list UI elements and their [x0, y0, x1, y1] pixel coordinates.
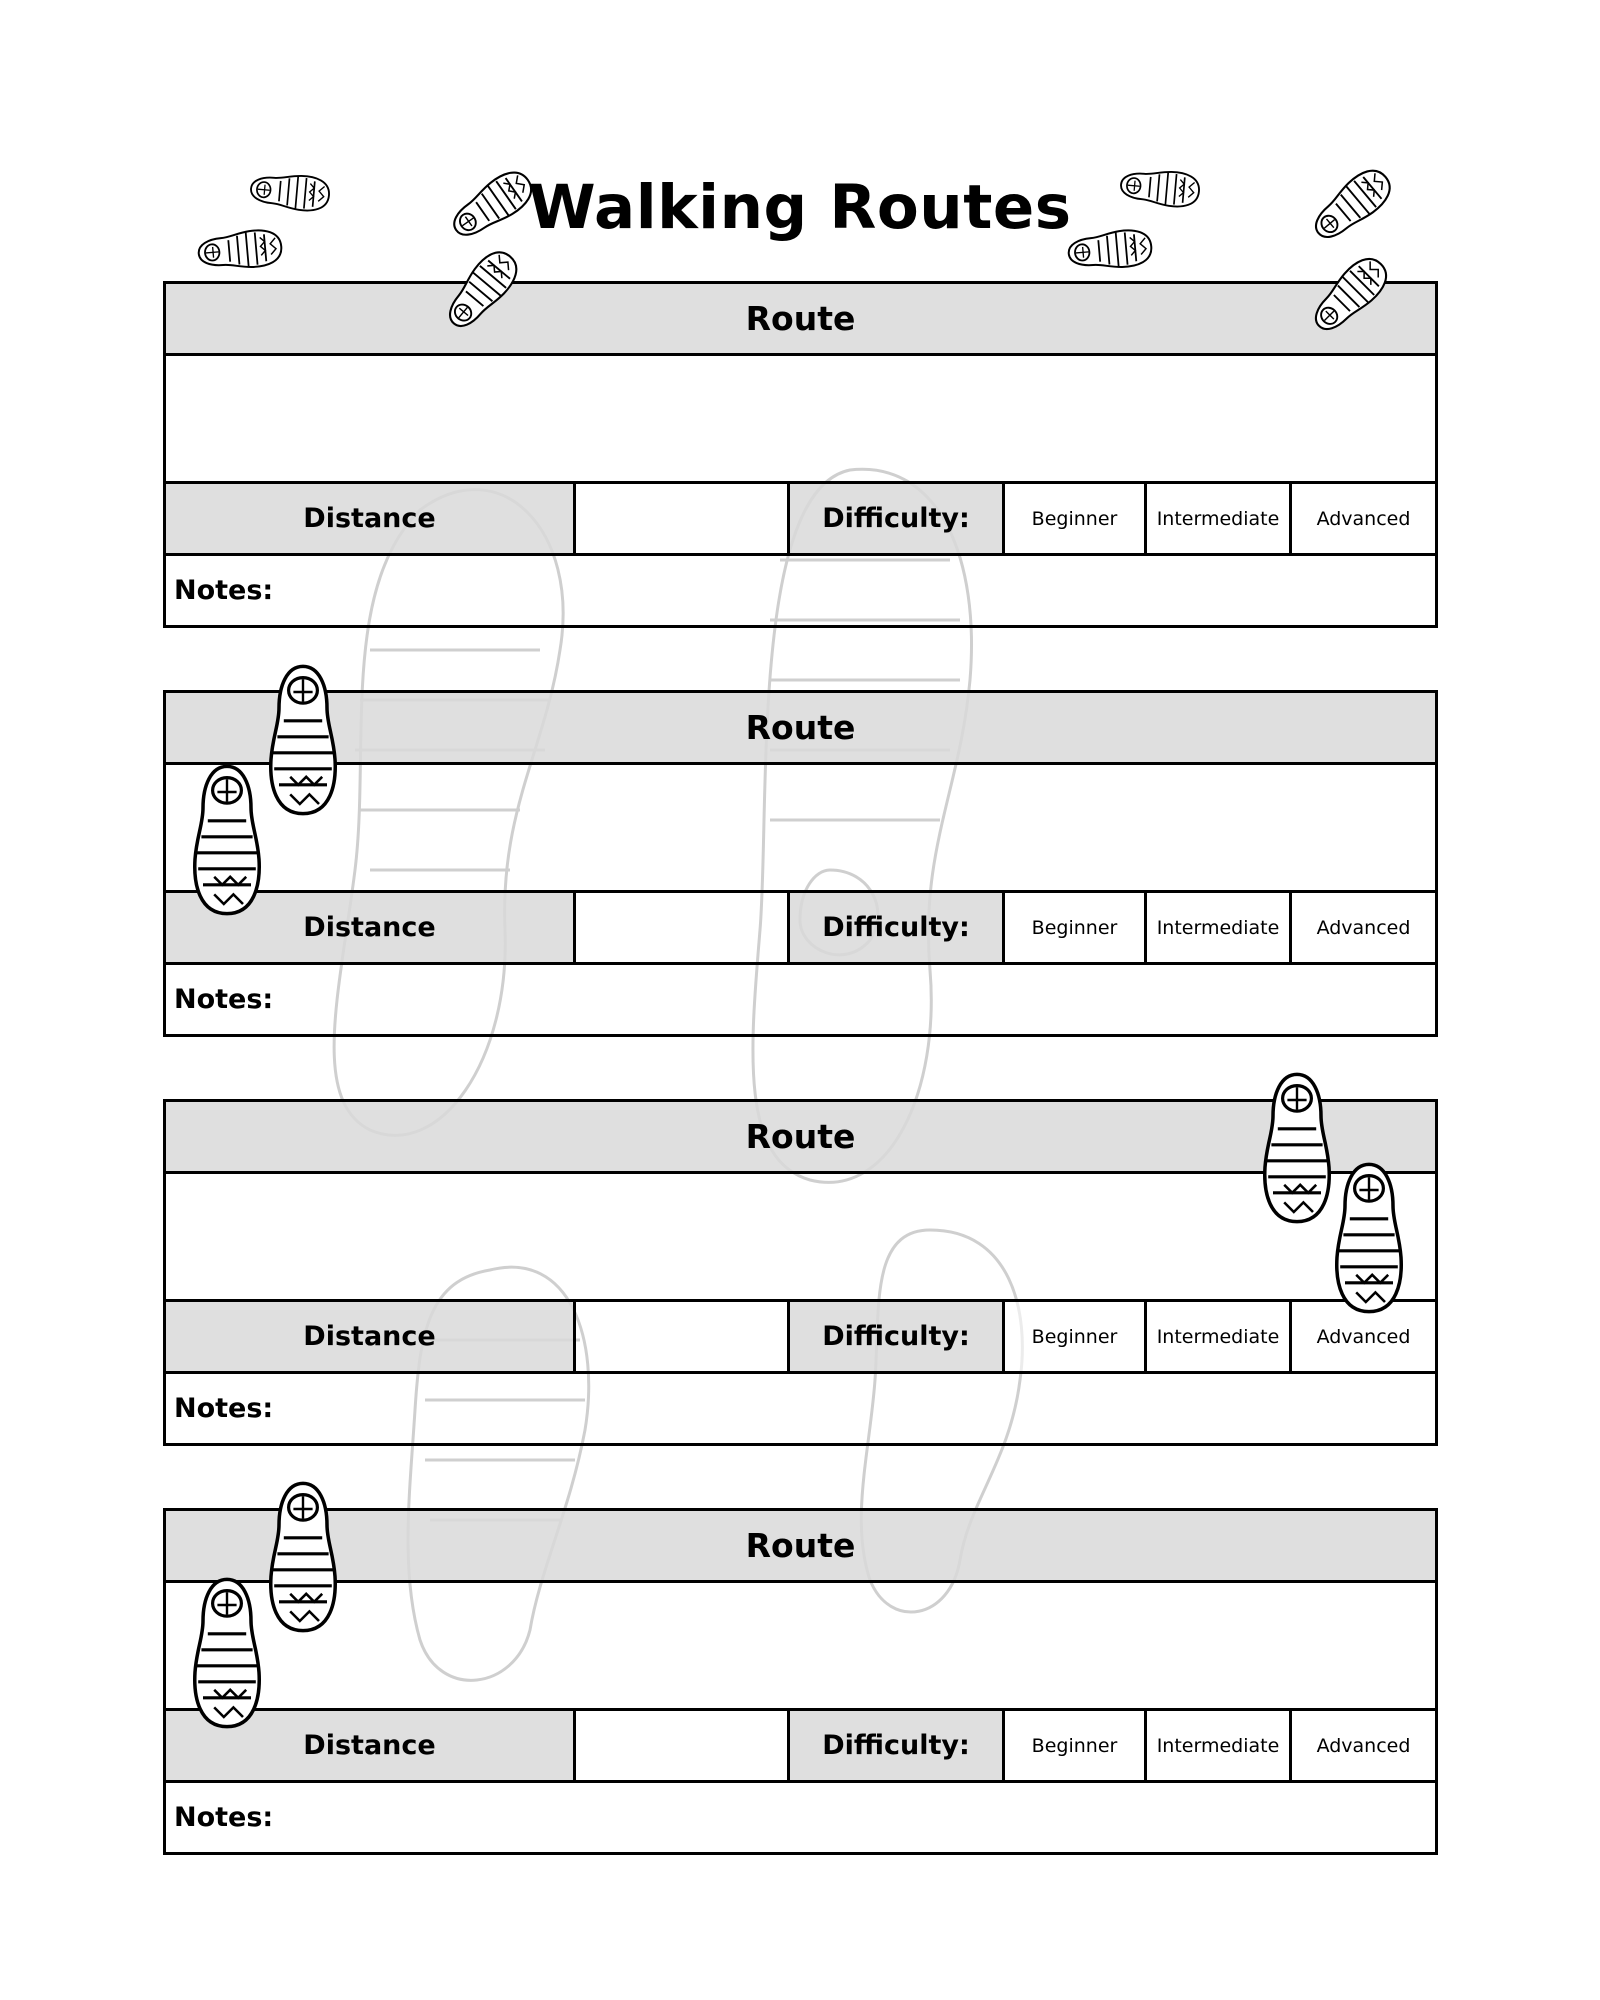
- difficulty-label: Difficulty:: [790, 1302, 1005, 1371]
- route-header: Route: [166, 1102, 1435, 1174]
- difficulty-beginner-option[interactable]: Beginner: [1005, 1302, 1147, 1371]
- difficulty-intermediate-option[interactable]: Intermediate: [1147, 1711, 1292, 1780]
- notes-field[interactable]: [166, 1374, 1435, 1443]
- footprints-icon: [1245, 1050, 1425, 1340]
- route-description-field[interactable]: [166, 1583, 1435, 1711]
- notes-field[interactable]: [166, 965, 1435, 1034]
- footprints-icon: [185, 650, 355, 940]
- route-header: Route: [166, 284, 1435, 356]
- route-description-field[interactable]: [166, 765, 1435, 893]
- notes-label: Notes:: [174, 575, 274, 606]
- difficulty-advanced-option[interactable]: Advanced: [1292, 1711, 1435, 1780]
- distance-label: Distance: [166, 893, 576, 962]
- difficulty-intermediate-option[interactable]: Intermediate: [1147, 484, 1292, 553]
- route-header: Route: [166, 1511, 1435, 1583]
- notes-label: Notes:: [174, 1802, 274, 1833]
- footprints-icon: [185, 1465, 355, 1755]
- distance-label: Distance: [166, 1711, 576, 1780]
- difficulty-advanced-option[interactable]: Advanced: [1292, 484, 1435, 553]
- notes-label: Notes:: [174, 1393, 274, 1424]
- difficulty-beginner-option[interactable]: Beginner: [1005, 1711, 1147, 1780]
- difficulty-label: Difficulty:: [790, 1711, 1005, 1780]
- distance-input[interactable]: [576, 893, 790, 962]
- difficulty-label: Difficulty:: [790, 893, 1005, 962]
- difficulty-label: Difficulty:: [790, 484, 1005, 553]
- notes-field[interactable]: [166, 1783, 1435, 1852]
- route-header: Route: [166, 693, 1435, 765]
- difficulty-advanced-option[interactable]: Advanced: [1292, 893, 1435, 962]
- distance-input[interactable]: [576, 484, 790, 553]
- difficulty-beginner-option[interactable]: Beginner: [1005, 893, 1147, 962]
- notes-field[interactable]: [166, 556, 1435, 625]
- difficulty-intermediate-option[interactable]: Intermediate: [1147, 893, 1292, 962]
- distance-input[interactable]: [576, 1302, 790, 1371]
- route-card-1: [163, 281, 1438, 628]
- difficulty-intermediate-option[interactable]: Intermediate: [1147, 1302, 1292, 1371]
- route-description-field[interactable]: [166, 356, 1435, 484]
- notes-label: Notes:: [174, 984, 274, 1015]
- distance-input[interactable]: [576, 1711, 790, 1780]
- distance-label: Distance: [166, 484, 576, 553]
- difficulty-beginner-option[interactable]: Beginner: [1005, 484, 1147, 553]
- page-title: Walking Routes: [528, 172, 1072, 243]
- difficulty-advanced-option[interactable]: Advanced: [1292, 1302, 1435, 1371]
- distance-label: Distance: [166, 1302, 576, 1371]
